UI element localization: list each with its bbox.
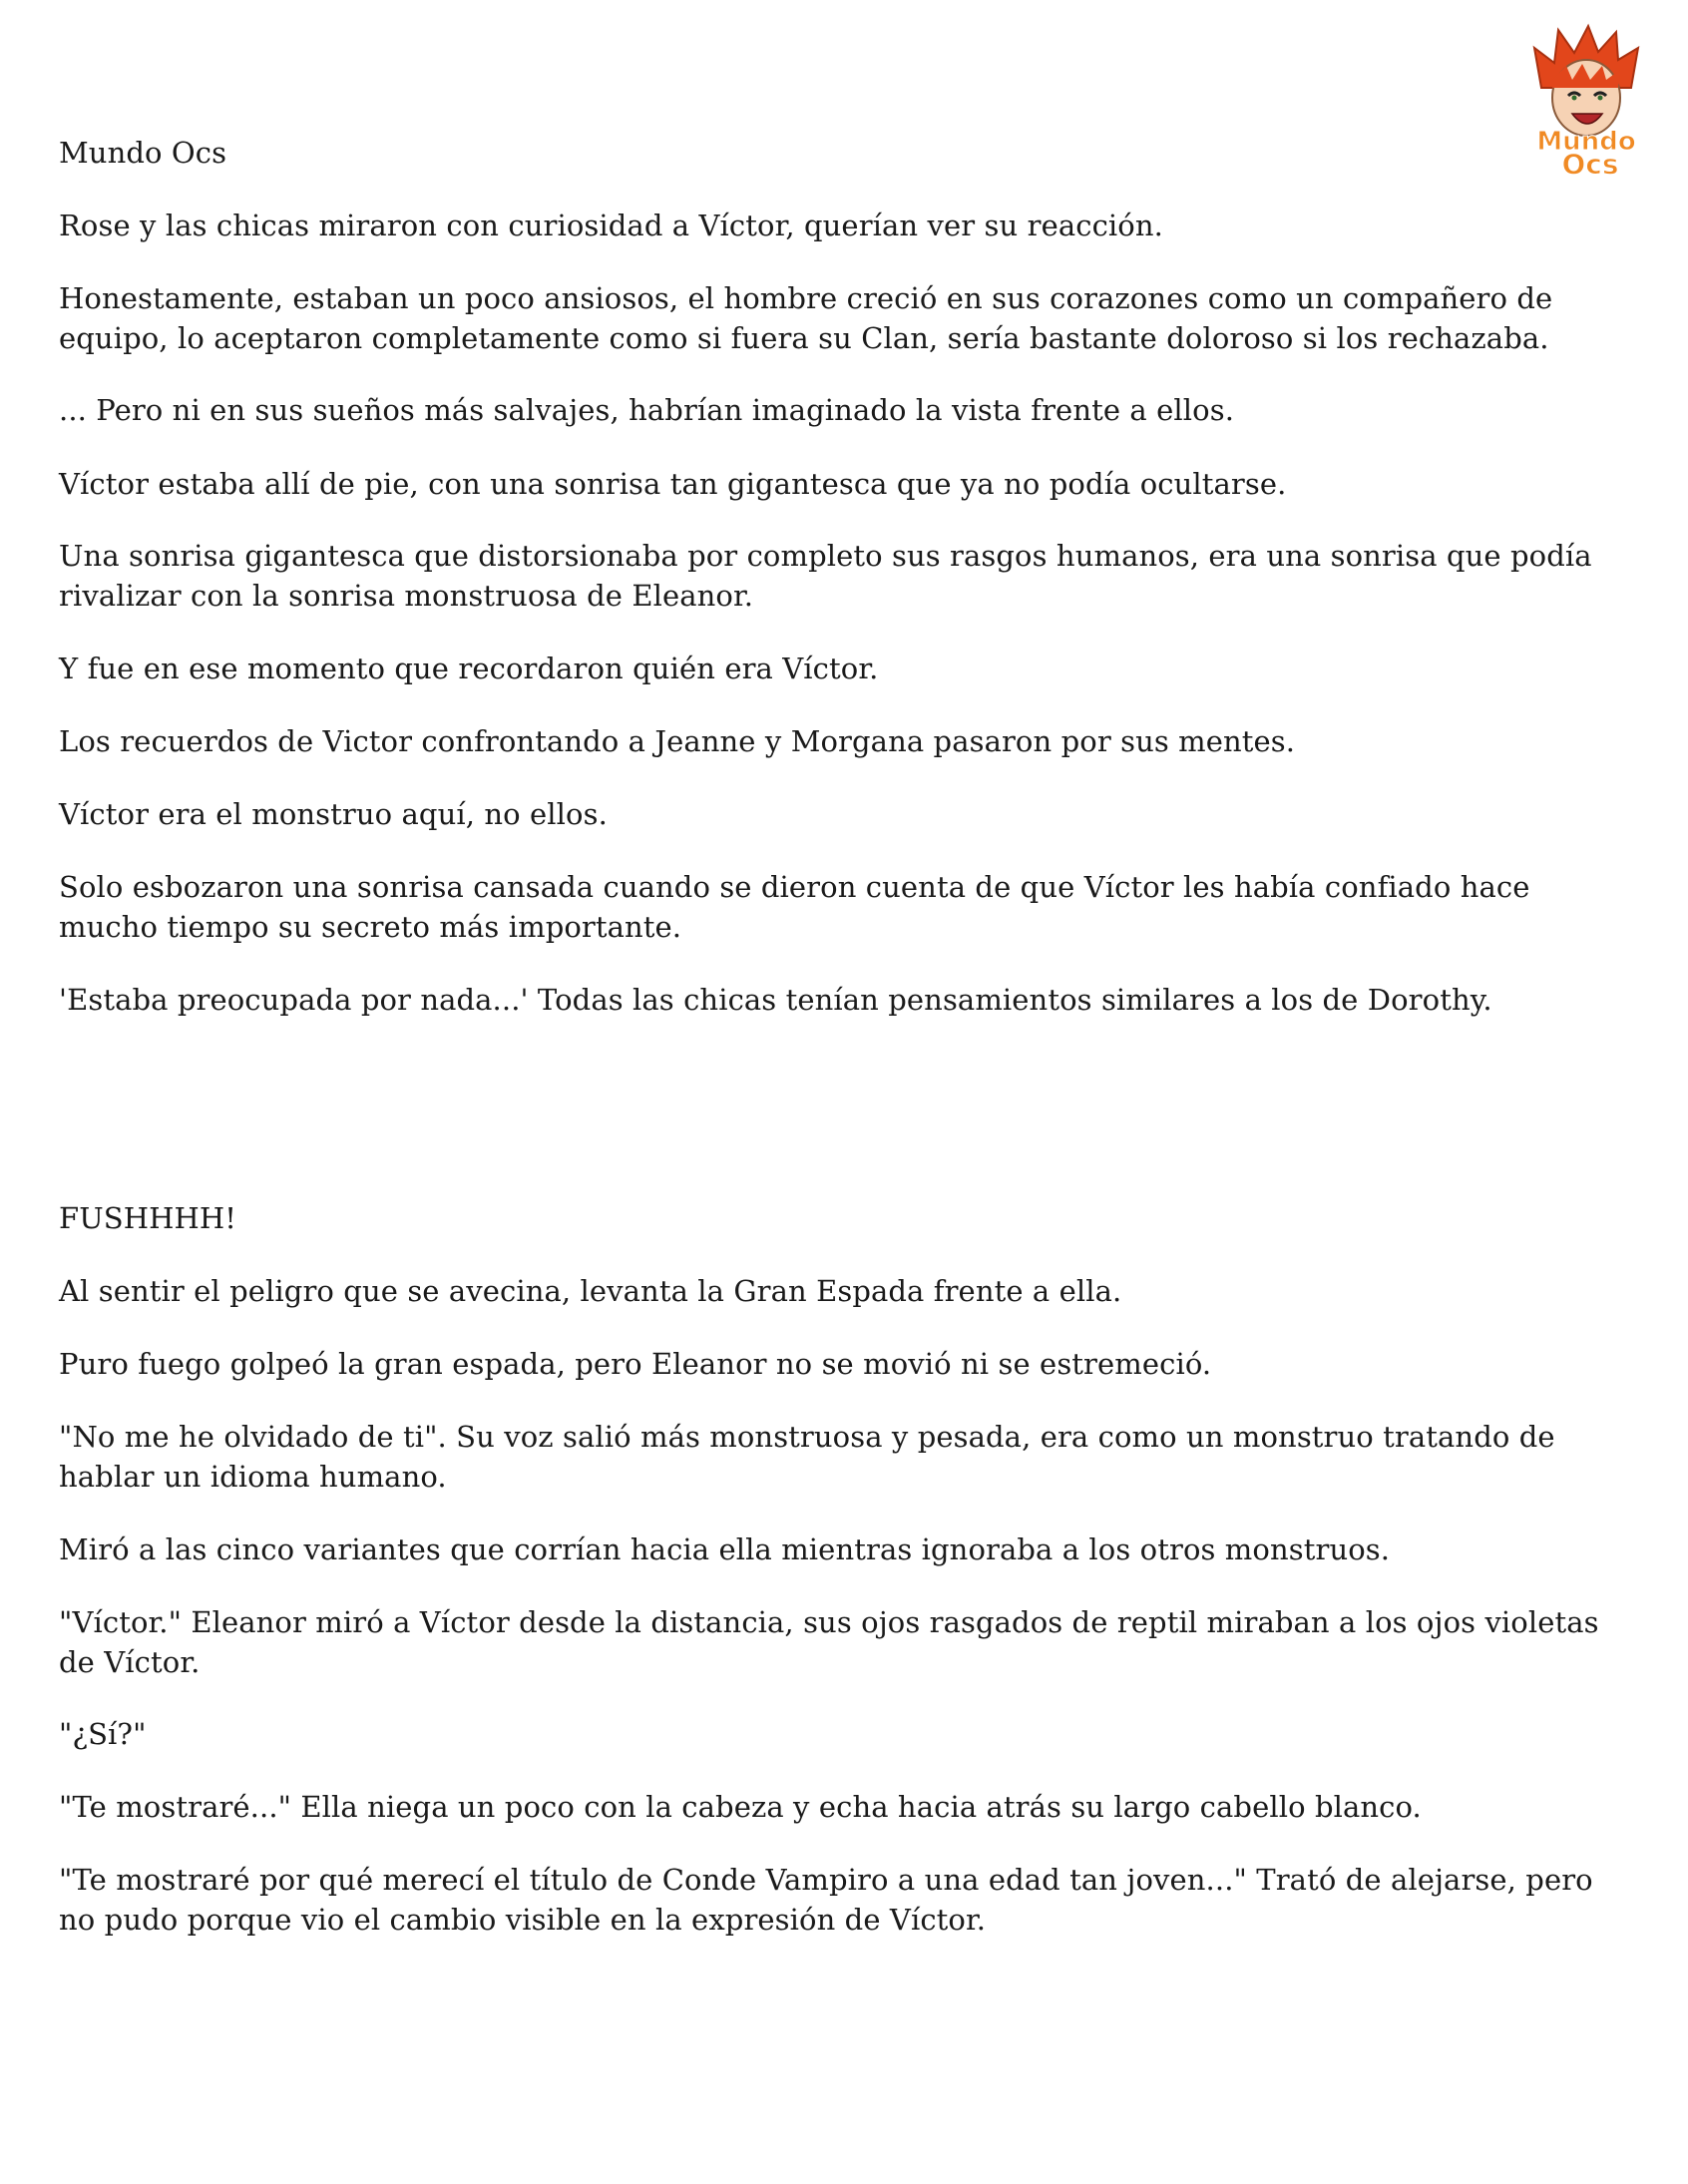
paragraph: Puro fuego golpeó la gran espada, pero Eleanor no se movió ni se estremeció.	[59, 1347, 1212, 1381]
paragraph: Miró a las cinco variantes que corrían hacia ella mientras ignoraba a los otros monstruos.	[59, 1532, 1391, 1566]
document-page	[59, 0, 1635, 2184]
paragraph: Y fue en ese momento que recordaron quién era Víctor.	[59, 652, 879, 685]
sound-effect: FUSHHHH!	[59, 1201, 237, 1235]
paragraph: "Te mostraré por qué merecí el título de Conde Vampiro a una edad tan joven..." Trató de alejarse, pero no pudo porque vio el cambio visible en la expresión de Víctor.	[59, 1863, 1593, 1937]
paragraph: Solo esbozaron una sonrisa cansada cuando se dieron cuenta de que Víctor les había confiado hace mucho tiempo su secreto más importante.	[59, 870, 1530, 944]
paragraph: "Te mostraré..." Ella niega un poco con la cabeza y echa hacia atrás su largo cabello blanco.	[59, 1790, 1422, 1824]
paragraph: 'Estaba preocupada por nada...' Todas las chicas tenían pensamientos similares a los de Dorothy.	[59, 983, 1492, 1017]
paragraph: Al sentir el peligro que se avecina, levanta la Gran Espada frente a ella.	[59, 1274, 1122, 1308]
paragraph: "No me he olvidado de ti". Su voz salió más monstruosa y pesada, era como un monstruo tratando de hablar un idioma humano.	[59, 1420, 1555, 1494]
paragraph: Una sonrisa gigantesca que distorsionaba por completo sus rasgos humanos, era una sonrisa que podía rivalizar con la sonrisa monstruosa de Eleanor.	[59, 539, 1592, 613]
paragraph: "¿Sí?"	[59, 1717, 147, 1751]
paragraph: Víctor estaba allí de pie, con una sonrisa tan gigantesca que ya no podía ocultarse.	[59, 467, 1287, 501]
paragraph: Rose y las chicas miraron con curiosidad a Víctor, querían ver su reacción.	[59, 209, 1163, 242]
paragraph: ... Pero ni en sus sueños más salvajes, habrían imaginado la vista frente a ellos.	[59, 393, 1235, 427]
source-header: Mundo Ocs	[59, 136, 227, 170]
logo-text-line1: Mundo	[1536, 127, 1636, 157]
paragraph: Los recuerdos de Victor confrontando a Jeanne y Morgana pasaron por sus mentes.	[59, 724, 1296, 758]
mundo-ocs-logo	[1506, 18, 1666, 178]
paragraph: Víctor era el monstruo aquí, no ellos.	[59, 797, 608, 831]
logo-text-line2: Ocs	[1561, 148, 1619, 178]
paragraph: Honestamente, estaban un poco ansiosos, el hombre creció en sus corazones como un compañero de equipo, lo aceptaron completamente como si fuera su Clan, sería bastante doloroso si los rechazaba.	[59, 281, 1553, 355]
paragraph: "Víctor." Eleanor miró a Víctor desde la distancia, sus ojos rasgados de reptil miraban a los ojos violetas de Víctor.	[59, 1605, 1599, 1679]
